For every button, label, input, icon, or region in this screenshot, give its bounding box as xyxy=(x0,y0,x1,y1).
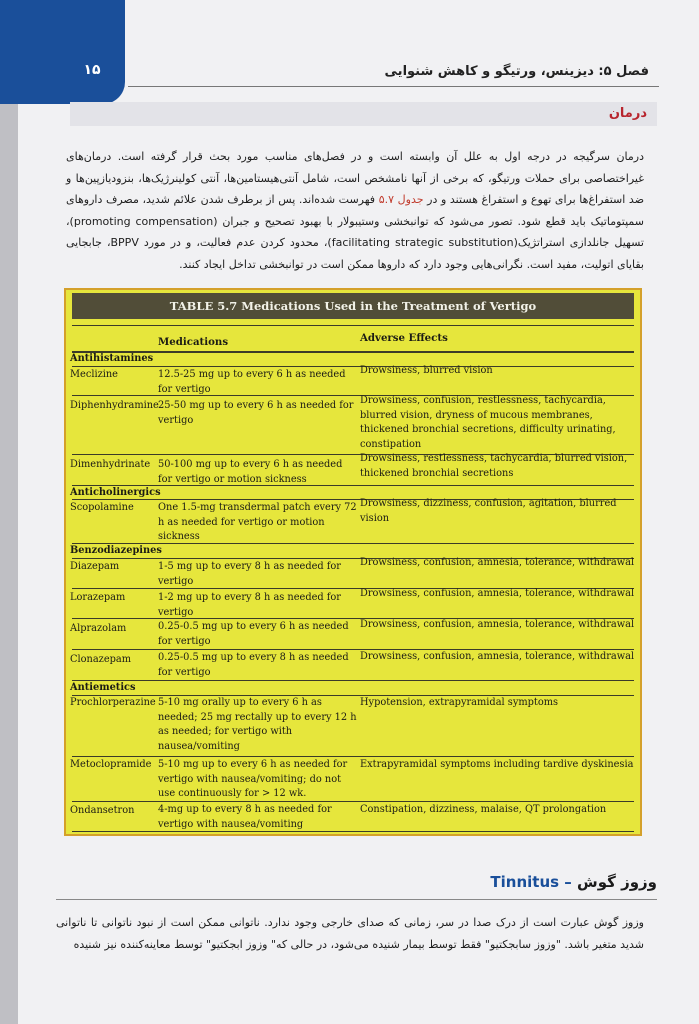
table-rule xyxy=(72,831,634,832)
dose: 5-10 mg orally up to every 6 h as needed; 25 mg rectally up to every 12 h as needed; for vertigo with nausea/vomiting xyxy=(158,697,357,752)
table-title: TABLE 5.7 Medications Used in the Treatment of Vertigo xyxy=(72,293,634,319)
dose: 1-2 mg up to every 8 h as needed for vertigo xyxy=(158,592,341,618)
paragraph-text-end: فهرست شده‌اند. پس از برطرف شدن علائم شدید، مصرف داروهای سمپتوماتیک باید قطع شود. تصور می‌شود که توانبخشی وستیبولار با بهبود تصحیح و جبران (promoting compensation)، تسهیل جانلدازی استراتژیک(facilitating strategic substitution)، محدود کردن عدم فعالیت، و در مورد BPPV، جابجایی بقایای اتولیت، مفید است. نگرانی‌هایی وجود دارد که داروها ممکن است در توانبخشی تداخل ایجاد کنند. xyxy=(66,193,644,271)
adverse-effects: Drowsiness, confusion, amnesia, tolerance, withdrawal xyxy=(360,651,635,662)
dose: 50-100 mg up to every 6 h as needed for vertigo or motion sickness xyxy=(158,459,343,485)
adverse-effects: Drowsiness, confusion, amnesia, tolerance, withdrawal xyxy=(360,557,635,568)
chapter-title: فصل ۵: دیزینس، ورتیگو و کاهش شنوایی xyxy=(384,64,649,79)
category-antiemetics: Antiemetics xyxy=(70,682,136,693)
drug-name: Diazepam xyxy=(70,561,120,572)
tinnitus-title-en: Tinnitus – xyxy=(490,873,572,891)
adverse-effects: Drowsiness, confusion, amnesia, tolerance, withdrawal xyxy=(360,588,635,599)
tinnitus-heading xyxy=(490,873,657,891)
drug-name: Lorazepam xyxy=(70,592,126,603)
adverse-effects: Drowsiness, confusion, amnesia, tolerance, withdrawal xyxy=(360,619,635,630)
dose: One 1.5-mg transdermal patch every 72 h as needed for vertigo or motion sickness xyxy=(158,502,357,542)
table-rule xyxy=(72,351,634,353)
dose: 5-10 mg up to every 6 h as needed for vertigo with nausea/vomiting; do not use continuously for > 12 wk. xyxy=(158,759,348,799)
adverse-effects: Drowsiness, blurred vision xyxy=(360,365,493,376)
paragraph-text: درمان سرگیجه در درجه اول به علل آن وابسته است و در فصل‌های مناسب مورد بحث قرار گرفته است. درمان‌های غیراختصاصی برای حملات ورتیگو، که برخی از آنها نامشخص است، شامل آنتی‌هیستامین‌ها، آنتی کولینرژیک‌ها، بنزودیازپین‌ها و ضد استفراغ‌ها برای تهوع و استفراغ هستند و در xyxy=(66,150,645,206)
drug-name: Metoclopramide xyxy=(70,759,152,770)
page-number: ۱۵ xyxy=(83,62,101,78)
dose: 12.5-25 mg up to every 6 h as needed for vertigo xyxy=(158,369,346,395)
dose: 0.25-0.5 mg up to every 6 h as needed for vertigo xyxy=(158,621,349,647)
table-rule xyxy=(72,756,634,757)
header-divider xyxy=(128,86,659,87)
tinnitus-title-fa: وزوز گوش xyxy=(577,873,657,891)
column-header-medications: Medications xyxy=(158,336,229,348)
drug-name: Scopolamine xyxy=(70,502,134,513)
page-header xyxy=(0,0,699,104)
page-number-tab xyxy=(0,0,125,104)
drug-name: Diphenhydramine xyxy=(70,400,159,411)
table-rule xyxy=(72,325,634,326)
drug-name: Dimenhydrinate xyxy=(70,459,151,470)
drug-name: Prochlorperazine xyxy=(70,697,156,708)
adverse-effects: Drowsiness, dizziness, confusion, agitation, blurred vision xyxy=(360,498,617,524)
adverse-effects: Hypotension, extrapyramidal symptoms xyxy=(360,697,559,708)
drug-name: Alprazolam xyxy=(70,623,127,634)
category-antihistamines: Antihistamines xyxy=(70,353,154,364)
dose: 4-mg up to every 8 h as needed for vertigo with nausea/vomiting xyxy=(158,804,332,830)
drug-name: Meclizine xyxy=(70,369,118,380)
tinnitus-paragraph: وزوز گوش عبارت است از درک صدا در سر، زمانی که صدای خارجی وجود ندارد. ناتوانی ممکن است از نبود ناتوانی تا ناتوانی شدید متغیر باشد. "وزوز سابجکتیو" فقط توسط بیمار شنیده می‌شود، در حالی که" وزوز ابجکتیو" توسط معاینه‌کننده نیز شنیده xyxy=(56,916,644,951)
dose: 1-5 mg up to every 8 h as needed for vertigo xyxy=(158,561,341,587)
drug-name: Ondansetron xyxy=(70,805,135,816)
table-reference-link[interactable]: جدول ۵.۷ xyxy=(378,193,424,206)
adverse-effects: Constipation, dizziness, malaise, QT prolongation xyxy=(360,804,607,815)
dose: 25-50 mg up to every 6 h as needed for vertigo xyxy=(158,400,354,426)
medications-table xyxy=(64,288,642,836)
adverse-effects: Drowsiness, confusion, restlessness, tachycardia, blurred vision, dryness of mucous membranes, thickened bronchial secretions, difficulty urinating, constipation xyxy=(360,395,616,450)
table-rule xyxy=(72,801,634,802)
drug-name: Clonazepam xyxy=(70,654,132,665)
section-title: درمان xyxy=(608,106,647,121)
category-benzodiazepines: Benzodiazepines xyxy=(70,545,162,556)
dose: 0.25-0.5 mg up to every 8 h as needed for vertigo xyxy=(158,652,349,678)
section-heading-bar xyxy=(70,102,657,126)
category-anticholinergics: Anticholinergics xyxy=(70,487,161,498)
column-header-adverse-effects: Adverse Effects xyxy=(360,332,448,344)
table-rule xyxy=(72,680,634,681)
adverse-effects: Extrapyramidal symptoms including tardive dyskinesia xyxy=(360,759,634,770)
tinnitus-divider xyxy=(56,899,657,900)
treatment-paragraph xyxy=(66,146,644,275)
adverse-effects: Drowsiness, restlessness, tachycardia, blurred vision, thickened bronchial secretions xyxy=(360,453,628,479)
